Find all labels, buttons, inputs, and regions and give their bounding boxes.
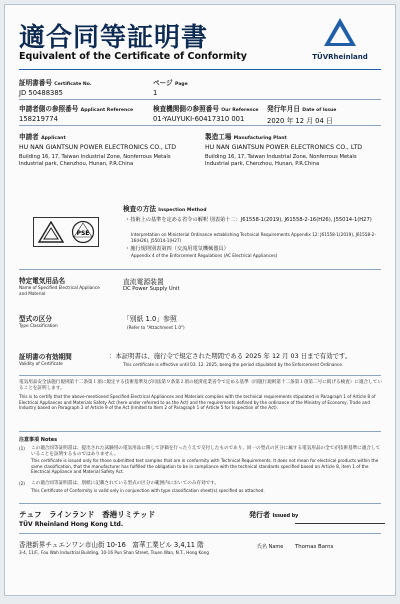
inspection-item2-jp: ・施行規則別表第四（交流用電気機械器具） — [125, 246, 229, 252]
company-name-en: TÜV Rheinland Hong Kong Ltd. — [19, 521, 124, 528]
divider — [19, 99, 381, 100]
validity-label-en: Validity of Certificate — [19, 361, 63, 366]
title-english: Equivalent of the Certificate of Conformity — [19, 51, 247, 62]
inspection-item1-jp: ・技術上の基準を定める省令の解釈 別表第十二：J61558-1(2019), J61558-2-16(H26), J55014-1(H27) — [125, 217, 372, 223]
inspection-label: 検査の方法 Inspection Method — [123, 205, 207, 213]
note2-en: This Certificate of Conformity is valid only in conjunction with type classification sheet(s) specified as attached. — [31, 488, 265, 493]
type-label-en: Type Classification — [19, 323, 58, 328]
pse-triangle-icon — [38, 221, 64, 243]
tuv-triangle-icon — [323, 17, 357, 47]
appliance-value-en: DC Power Supply Unit — [123, 286, 180, 292]
applicant-ref-label: 申請者側の参照番号 Applicant Reference — [19, 105, 134, 113]
plant-address: Building 16, 17, Taiwan Industrial Zone, Nonferrous Metals Industrial park, Chenzhou, Hunan, P.R.China — [205, 154, 357, 167]
divider — [19, 69, 381, 70]
divider — [19, 125, 381, 126]
applicant-label: 申請者 Applicant — [19, 133, 66, 141]
type-value-jp: 「別紙 1.0」参照 — [123, 315, 177, 323]
title-japanese: 適合同等証明書 — [19, 23, 209, 53]
certificate-page — [4, 4, 396, 596]
cert-no-value: JD 50488385 — [19, 89, 63, 97]
divider — [19, 503, 381, 504]
plant-name: HU NAN GIANTSUN POWER ELECTRONICS CO., LTD — [205, 144, 362, 151]
company-name-jp: テュフ ラインランド 香港リミテッド — [19, 510, 156, 519]
svg-text:PSE: PSE — [76, 230, 89, 237]
validity-value-jp: ：本証明書は、施行令で規定された期間である 2025 年 12 月 03 日まで有効です。 — [109, 352, 352, 360]
our-ref-value: 01-YAUYUKI-60417310 001 — [153, 115, 245, 123]
divider — [19, 269, 381, 270]
notes-label: 注意事項 Notes — [19, 437, 58, 443]
divider — [19, 431, 381, 432]
date-value: 2020 年 12 月 04 日 — [267, 117, 333, 125]
divider — [19, 375, 381, 376]
appliance-label: 特定電気用品名 — [19, 277, 66, 285]
type-label: 型式の区分 — [19, 315, 52, 323]
address-jp: 香港新界チュエンワン市山街 10-16 富華工業ビル 3,4,11 階 — [19, 541, 204, 549]
address-en: 3-4, 11/F., Fou Wah Industrial Building, 10-16 Pun Shan Street, Tsuen Wan, N.T., Hong Kong — [19, 550, 209, 555]
page-value: 1 — [153, 89, 158, 97]
signature-line — [295, 523, 385, 524]
issued-by-label: 発行者 Issued by — [249, 511, 299, 519]
note2-jp: この適合同等証明書は、別紙に記載されている型式の区分の範囲内においてのみ有効です。 — [31, 481, 219, 486]
inspection-item2-en: Appendix 4 of the Enforcement Regulations (AC Electrical Appliances) — [131, 253, 278, 258]
inspection-item1-en: Interpretation on Ministerial Ordinance establishing Technical Requirements Appendix 12: J61558-1(2019), J61558-2-16(H26), J55014-1(H27) — [131, 232, 376, 243]
date-label: 発行年月日 Date of Issue — [267, 105, 337, 113]
plant-label: 製造工場 Manufacturing Plant — [205, 133, 287, 141]
validity-label: 証明書の有効期間 — [19, 353, 72, 361]
statement-en: This is to certify that the above-mentioned Specified Electrical Appliances and Materials complies with the technical requirements stipulated in Paragraph 1 of Article 8 of Electrical Appliances and Materials Safety Act (here under referred to as the Act) and the requirements defined by the ordinance of the Ministry of Economy, Trade and Industry based on Paragraph 2 of Article 9 of the Act (limited to Item 2 of Paragraph 1 of Article 5 for Inspection of the Act). — [19, 394, 376, 411]
divider — [19, 533, 381, 534]
note2-number: (2) — [19, 481, 25, 486]
note1-en: This certificate is issued only for those submitted test samples that are in conformity with Technical Requirements. It does not mean for electrical products within the same classification, that the manufacturer has fulfilled the obligation to be in compliance with the technical standards specified based on Article 8, item 1 of the Electrical Appliance and Material Safety Act. — [31, 458, 379, 475]
note1-number: (1) — [19, 446, 25, 451]
statement-jp: 電気用品安全法施行規則第十二条第１項に規定する技術基準及び同法第９条第２項の経済産業省令で定める基準（同施行規則第十二条第１項第二号に掲げる検査）に適合していることを証明します。 — [19, 380, 382, 391]
validity-value-en: This certificate is effective until 03. 12. 2025, being the period stipulated by the Enforcement Ordinance. — [123, 362, 344, 367]
tuv-logo-text: TÜVRheinland — [312, 53, 368, 61]
applicant-address: Building 16, 17, Taiwan Industrial Zone, Nonferrous Metals Industrial park, Chenzhou, Hunan, P.R.China — [19, 154, 171, 167]
name-field: 氏名 Name Thomas Barns — [257, 544, 334, 550]
our-ref-label: 検査機関側の参照番号 Our Reference — [153, 105, 259, 113]
pse-mark — [33, 217, 99, 247]
appliance-label-en: Name of Specified Electrical Appliance and Material — [19, 285, 100, 296]
applicant-ref-value: 158219774 — [19, 115, 58, 123]
appliance-value-jp: 直流電源装置 — [123, 278, 164, 286]
note1-jp: この適合同等証明書は、提出された試験用の電気用品に関して評価を行ったうえで交付したものであり、同一の型式の区分に属する電気用品の全てが技術基準に適合していることを証明するものではありません。 — [31, 446, 381, 457]
cert-no-label: 証明書番号 Certificate No. — [19, 79, 92, 87]
tuv-logo — [305, 17, 375, 61]
page-label: ページ Page — [153, 79, 188, 87]
pse-circle-icon — [71, 220, 95, 244]
type-value-en: (Refer to "Attachment 1.0") — [127, 325, 185, 330]
applicant-name: HU NAN GIANTSUN POWER ELECTRONICS CO., LTD — [19, 144, 176, 151]
